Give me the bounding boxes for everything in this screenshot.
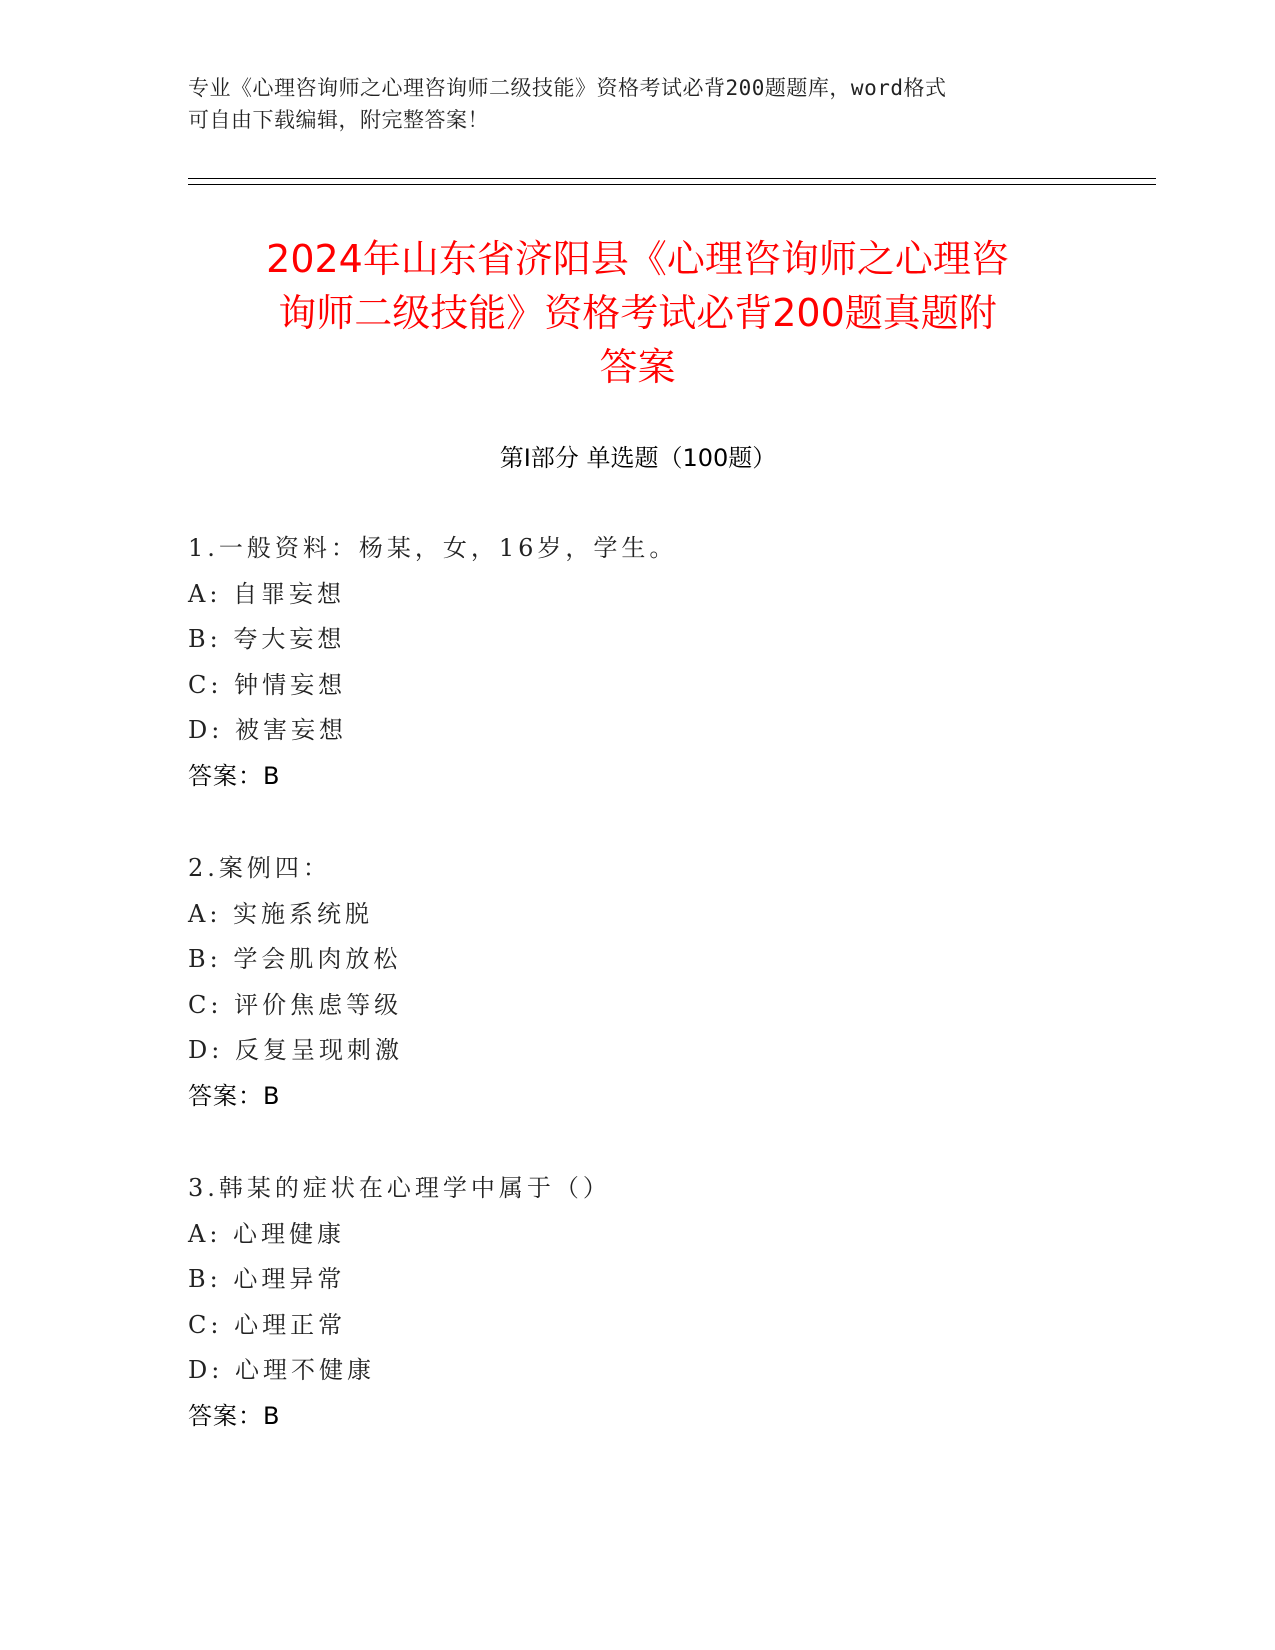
- answer-line: 答案：B: [188, 1081, 281, 1110]
- question-block: [188, 846, 1088, 1119]
- header-note-line-2: 可自由下载编辑，附完整答案！: [188, 108, 489, 132]
- option-b: B: 夸大妄想: [188, 625, 346, 653]
- option-c: C: 心理正常: [188, 1310, 347, 1339]
- question-stem: 1.一般资料：杨某，女，16岁，学生。: [188, 534, 678, 562]
- page-title: [160, 232, 1115, 394]
- option-a: A: 实施系统脱: [188, 899, 374, 928]
- question-stem: 2.案例四：: [188, 854, 331, 882]
- header-note-line-1: 专业《心理咨询师之心理咨询师二级技能》资格考试必背200题题库，word格式: [188, 76, 947, 100]
- answer-line: 答案：B: [188, 1401, 281, 1430]
- header-divider-bottom: [188, 184, 1156, 185]
- option-a: A: 自罪妄想: [188, 579, 346, 608]
- option-c: C: 钟情妄想: [188, 670, 347, 699]
- page-title-line-3: 答案: [599, 345, 676, 389]
- page-title-line-1: 2024年山东省济阳县《心理咨询师之心理咨: [266, 237, 1009, 281]
- page-title-line-2: 询师二级技能》资格考试必背200题真题附: [278, 291, 997, 335]
- question-stem: 3.韩某的症状在心理学中属于（）: [188, 1174, 611, 1202]
- option-d: D: 反复呈现刺激: [188, 1036, 403, 1064]
- question-block: [188, 1166, 1088, 1439]
- option-b: B: 学会肌肉放松: [188, 945, 402, 973]
- section-heading: 第Ⅰ部分 单选题（100题）: [499, 444, 777, 472]
- option-d: D: 心理不健康: [188, 1356, 375, 1384]
- option-c: C: 评价焦虑等级: [188, 990, 403, 1019]
- answer-line: 答案：B: [188, 761, 281, 790]
- header-note: [188, 72, 1088, 136]
- option-d: D: 被害妄想: [188, 716, 347, 744]
- option-a: A: 心理健康: [188, 1219, 346, 1248]
- header-divider-top: [188, 178, 1156, 179]
- option-b: B: 心理异常: [188, 1265, 346, 1293]
- question-block: [188, 526, 1088, 799]
